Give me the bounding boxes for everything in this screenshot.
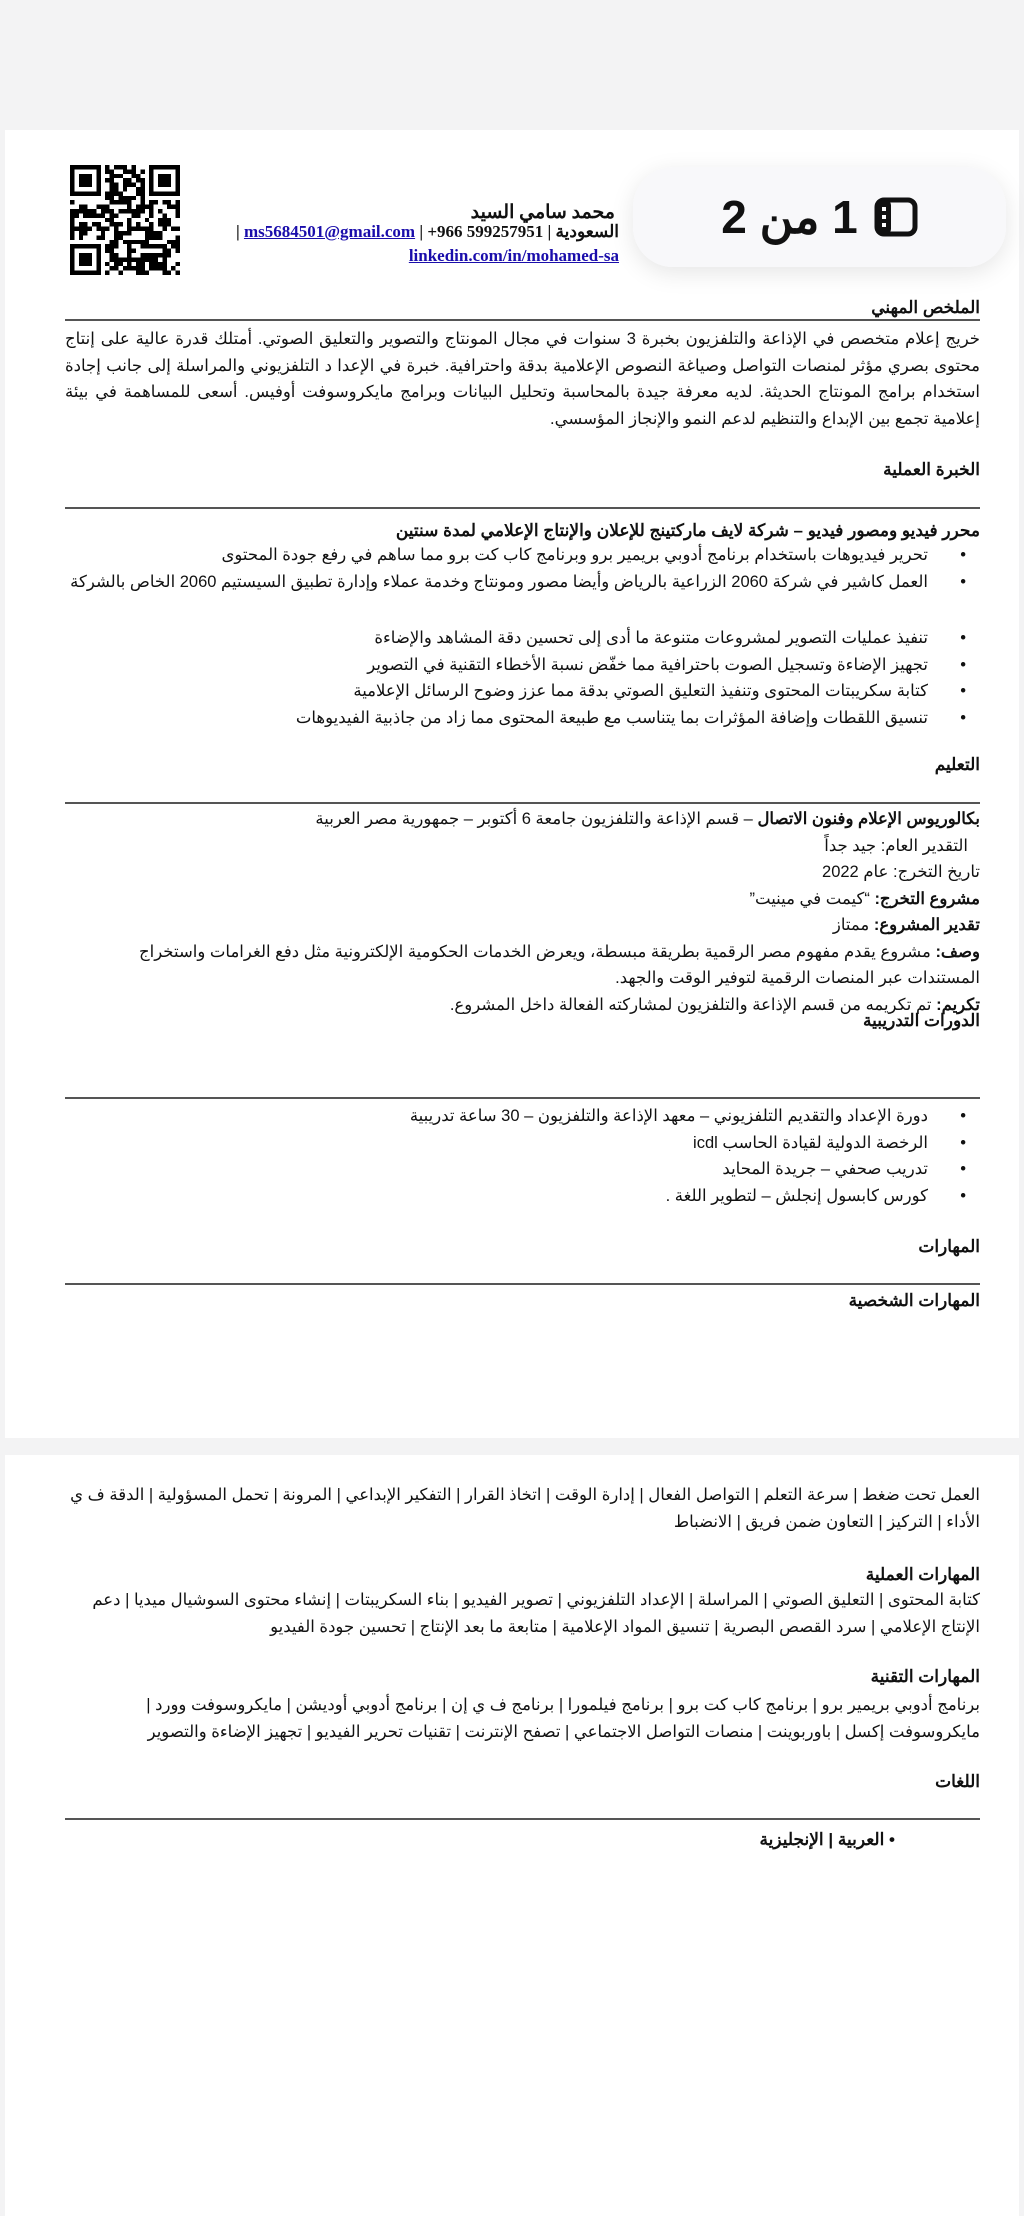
- education-heading: التعليم: [934, 755, 980, 774]
- pages-icon: [874, 197, 918, 237]
- project-grade-value: ممتاز: [832, 916, 874, 934]
- contact-line: [236, 222, 619, 242]
- section-divider: [65, 319, 980, 321]
- section-divider: [65, 507, 980, 509]
- honor-value: تم تكريمه من قسم الإذاعة والتلفزيون لمشاركته الفعالة داخل المشروع.: [449, 995, 937, 1014]
- list-item: • كورس كابسول إنجلش – لتطوير اللغة .: [65, 1183, 928, 1210]
- grade: التقدير العام: جيد جداً: [824, 836, 968, 855]
- skills-heading: المهارات: [918, 1237, 980, 1256]
- degree: بكالوريوس الإعلام وفنون الاتصال: [757, 810, 980, 828]
- candidate-name: محمد سامي السيد: [470, 202, 615, 223]
- section-divider: [65, 802, 980, 804]
- honor-label: تكريم:: [936, 995, 980, 1014]
- page-indicator-text: 1 من 2: [721, 191, 858, 243]
- list-item: • تنسيق اللقطات وإضافة المؤثرات بما يتناسب مع طبيعة المحتوى مما زاد من جاذبية الفيديوهات: [65, 705, 928, 732]
- list-item: • دورة الإعداد والتقديم التلفزيوني – معهد الإذاعة والتلفزيون – 30 ساعة تدريبية: [65, 1103, 928, 1130]
- separator: |: [547, 222, 552, 241]
- list-item: • العمل كاشير في شركة 2060 الزراعية بالرياض وأيضا مصور ومونتاج وخدمة عملاء وإدارة تطبيق السيستيم 2060 الخاص بالشركة: [65, 569, 928, 596]
- description-value: مشروع يقدم مفهوم مصر الرقمية بطريقة مبسطة، ويعرض الخدمات الحكومية الإلكترونية مثل دفع الغرامات واستخراج المستندات عبر المنصات الرقمية لتوفير الوقت والجهد.: [138, 942, 980, 987]
- experience-heading: الخبرة العملية: [883, 460, 980, 479]
- list-item: • تحرير فيديوهات باستخدام برنامج أدوبي بريمير برو وبرنامج كاب كت برو مما ساهم في رفع جودة المحتوى: [65, 542, 928, 569]
- languages-heading: اللغات: [935, 1772, 980, 1791]
- technical-skills-heading: المهارات التقنية: [870, 1667, 980, 1686]
- practical-skills-heading: المهارات العملية: [865, 1565, 980, 1584]
- separator: |: [419, 222, 424, 241]
- experience-bullets: [65, 542, 980, 595]
- page-indicator: [633, 167, 1006, 267]
- experience-bullets: [65, 625, 980, 731]
- description-label: وصف:: [935, 942, 980, 961]
- list-item: • الرخصة الدولية لقيادة الحاسب icdl: [65, 1130, 928, 1157]
- technical-skills-text: برنامج أدوبي بريمير برو | برنامج كاب كت برو | برنامج فيلمورا | برنامج ف ي إن | برنامج أدوبي أوديشن | مايكروسوفت وورد | مايكروسوفت إكسل | باوربوينت | منصات التواصل الاجتماعي | تصفح الإنترنت | تقنيات تحرير الفيديو | تجهيز الإضاءة والتصوير: [146, 1696, 980, 1741]
- project-grade-label: تقدير المشروع:: [873, 916, 980, 934]
- languages-value: • العربية | الإنجليزية: [759, 1830, 895, 1849]
- section-divider: [65, 1097, 980, 1099]
- email-link[interactable]: ms5684501@gmail.com: [243, 222, 416, 241]
- section-divider: [65, 1283, 980, 1285]
- personal-skills-heading: المهارات الشخصية: [848, 1291, 980, 1310]
- job-title: محرر فيديو ومصور فيديو – شركة لايف ماركتينج للإعلان والإنتاج الإعلامي لمدة سنتين: [395, 521, 980, 540]
- list-item: • تنفيذ عمليات التصوير لمشروعات متنوعة ما أدى إلى تحسين دقة المشاهد والإضاءة: [65, 625, 928, 652]
- qr-code: [70, 165, 180, 275]
- list-item: • تدريب صحفي – جريدة المحايد: [65, 1156, 928, 1183]
- summary-text: خريج إعلام متخصص في الإذاعة والتلفزيون بخبرة 3 سنوات في مجال المونتاج والتصوير والتعليق الصوتي. أمتلك قدرة عالية على إنتاج محتوى بصري مؤثر لمنصات التواصل وصياغة النصوص الإعلامية بدقة واحترافية. خبرة في الإعدا د التلفزيوني والمراسلة إلى جانب إجادة استخدام برامج المونتاج الحديثة. لديه معرفة جيدة بالمحاسبة وتحليل البيانات وبرامج مايكروسوفت أوفيس. أسعى للمساهمة في بيئة إعلامية تجمع بين الإبداع والتنظيم لدعم النمو والإنجاز المؤسسي.: [65, 330, 980, 428]
- project-label: مشروع التخرج:: [874, 889, 980, 908]
- project-value: “كيمت في مينيت”: [749, 889, 875, 908]
- list-item: • كتابة سكريبتات المحتوى وتنفيذ التعليق الصوتي بدقة مما عزز وضوح الرسائل الإعلامية: [65, 678, 928, 705]
- location: السعودية: [555, 222, 619, 241]
- list-item: • تجهيز الإضاءة وتسجيل الصوت باحترافية مما خفّض نسبة الأخطاء التقنية في التصوير: [65, 652, 928, 679]
- degree-details: – قسم الإذاعة والتلفزيون جامعة 6 أكتوبر – جمهورية مصر العربية: [315, 810, 758, 828]
- separator: |: [235, 222, 240, 241]
- summary-heading: الملخص المهني: [871, 298, 980, 317]
- courses-heading: الدورات التدريبية: [863, 1011, 980, 1030]
- personal-skills-text: العمل تحت ضغط | سرعة التعلم | التواصل الفعال | إدارة الوقت | اتخاذ القرار | التفكير الإبداعي | المرونة | تحمل المسؤولية | الدقة ف ي الأداء | التركيز | التعاون ضمن فريق | الانضباط: [70, 1486, 980, 1531]
- education-details: [65, 806, 980, 1018]
- practical-skills-text: كتابة المحتوى | التعليق الصوتي | المراسلة | الإعداد التلفزيوني | تصوير الفيديو | بناء السكريبتات | إنشاء محتوى السوشيال ميديا | دعم الإنتاج الإعلامي | سرد القصص البصرية | تنسيق المواد الإعلامية | متابعة ما بعد الإنتاج | تحسين جودة الفيديو: [92, 1591, 980, 1636]
- section-divider: [65, 1818, 980, 1820]
- phone: +966 599257951: [427, 222, 544, 241]
- graduation-date: تاريخ التخرج: عام 2022: [822, 863, 980, 881]
- courses-list: [65, 1103, 980, 1209]
- linkedin-link[interactable]: linkedin.com/in/mohamed-sa: [408, 246, 619, 265]
